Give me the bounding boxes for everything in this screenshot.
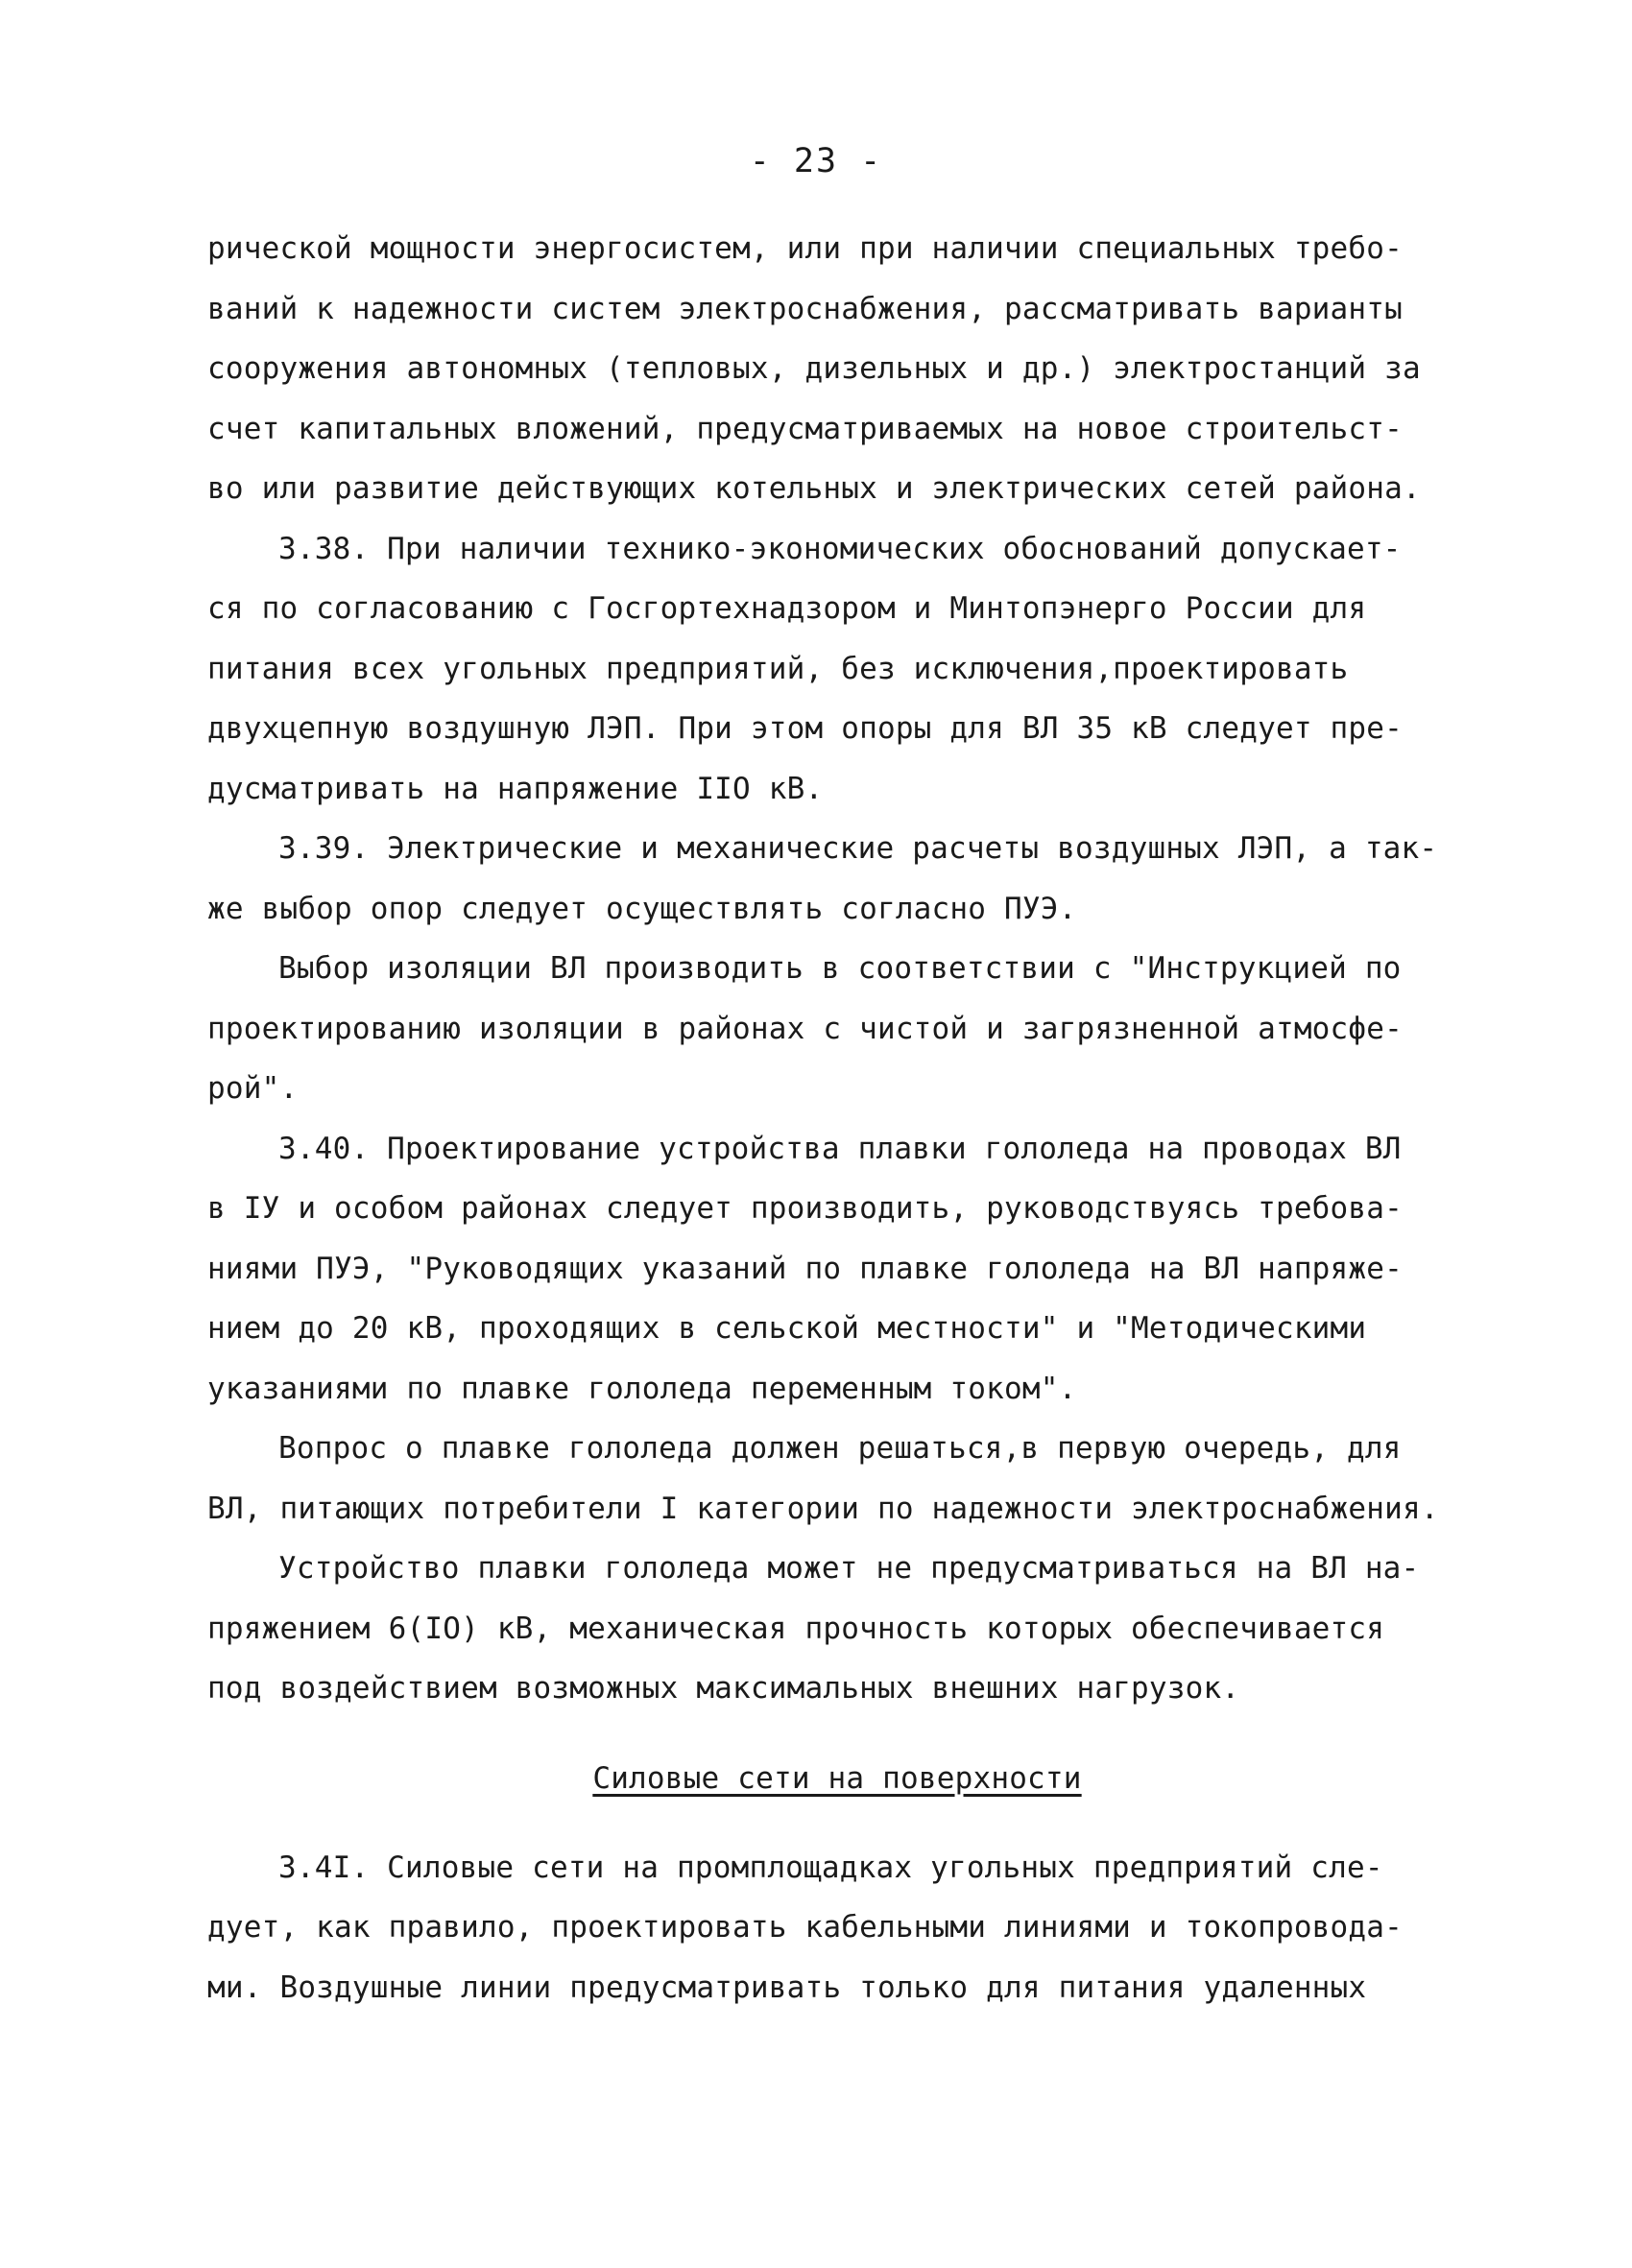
text-line: питания всех угольных предприятий, без исключения,проектировать <box>207 651 1349 686</box>
section-heading <box>207 1719 1467 1838</box>
text-line: ваний к надежности систем электроснабжения, рассматривать варианты <box>207 291 1403 326</box>
text-line: Устройство плавки гололеда может не предусматриваться на ВЛ на- <box>278 1551 1420 1586</box>
text-line: дует, как правило, проектировать кабельными линиями и токопровода- <box>207 1910 1403 1945</box>
text-line: ВЛ, питающих потребители I категории по надежности электроснабжения. <box>207 1491 1439 1526</box>
section-heading-text: Силовые сети на поверхности <box>592 1760 1082 1796</box>
text-line: 3.40. Проектирование устройства плавки гололеда на проводах ВЛ <box>278 1131 1402 1166</box>
text-line: ми. Воздушные линии предусматривать только для питания удаленных <box>207 1970 1367 2005</box>
text-line: под воздействием возможных максимальных внешних нагрузок. <box>207 1671 1240 1706</box>
text-line: пряжением 6(IO) кВ, механическая прочность которых обеспечивается <box>207 1611 1385 1646</box>
text-line: двухцепную воздушную ЛЭП. При этом опоры для ВЛ 35 кВ следует пре- <box>207 711 1403 746</box>
text-line: Выбор изоляции ВЛ производить в соответствии с "Инструкцией по <box>278 951 1402 986</box>
text-line: счет капитальных вложений, предусматриваемых на новое строительст- <box>207 411 1403 446</box>
text-line: указаниями по плавке гололеда переменным током". <box>207 1371 1077 1406</box>
text-line: сооружения автономных (тепловых, дизельных и др.) электростанций за <box>207 351 1421 386</box>
text-line: проектированию изоляции в районах с чистой и загрязненной атмосфе- <box>207 1011 1403 1046</box>
text-block-main <box>207 219 1467 1719</box>
text-line: в IУ и особом районах следует производить, руководствуясь требова- <box>207 1191 1403 1226</box>
text-line: рической мощности энергосистем, или при наличии специальных требо- <box>207 231 1403 266</box>
document-body <box>207 219 1467 2017</box>
text-line: ниями ПУЭ, "Руководящих указаний по плавке гололеда на ВЛ напряже- <box>207 1251 1403 1286</box>
text-line: ся по согласованию с Госгортехнадзором и Минтопэнерго России для <box>207 591 1367 626</box>
text-line: 3.4I. Силовые сети на промплощадках угольных предприятий сле- <box>278 1850 1383 1885</box>
page-number: - 23 - <box>749 142 883 180</box>
text-block-continuation <box>207 1838 1467 2018</box>
text-line: 3.38. При наличии технико-экономических обоснований допускает- <box>278 531 1402 566</box>
text-line: дусматривать на напряжение IIO кВ. <box>207 771 824 806</box>
text-line: рой". <box>207 1071 299 1106</box>
text-line: же выбор опор следует осуществлять согласно ПУЭ. <box>207 891 1077 926</box>
text-line: во или развитие действующих котельных и электрических сетей района. <box>207 471 1421 506</box>
text-line: Вопрос о плавке гололеда должен решаться,в первую очередь, для <box>278 1431 1402 1466</box>
text-line: 3.39. Электрические и механические расчеты воздушных ЛЭП, а так- <box>278 831 1438 866</box>
text-line: нием до 20 кВ, проходящих в сельской местности" и "Методическими <box>207 1311 1367 1346</box>
